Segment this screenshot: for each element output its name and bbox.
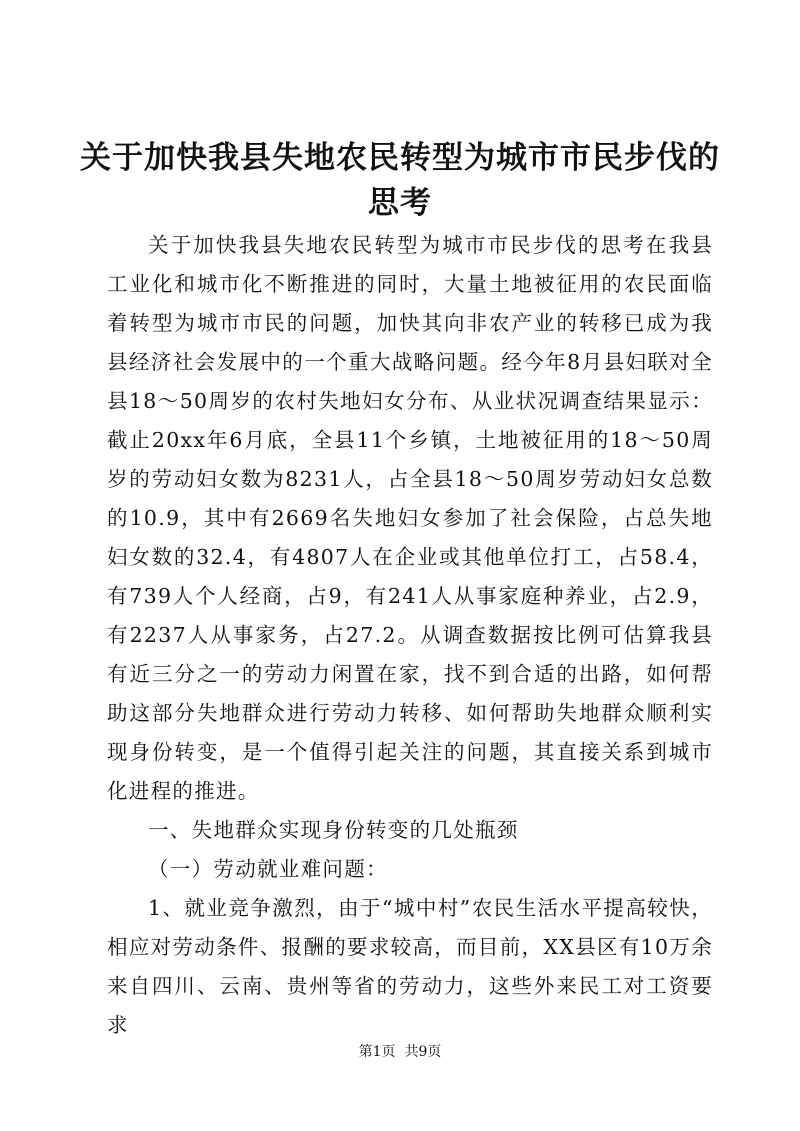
paragraph-intro: 关于加快我县失地农民转型为城市市民步伐的思考在我县工业化和城市化不断推进的同时，大量土地被征用的农民面临着转型为城市市民的问题，加快其向非农产业的转移已成为我县经济社会发展中的一个重大战略问题。经今年8月县妇联对全县18～50周岁的农村失地妇女分布、从业状况调查结果显示：截止20xx年6月底，全县11个乡镇，土地被征用的18～50周岁的劳动妇女数为8231人，占全县18～50周岁劳动妇女总数的10.9，其中有2669名失地妇女参加了社会保险，占总失地妇女数的32.4，有4807人在企业或其他单位打工，占58.4，有739人个人经商，占9，有241人从事家庭种养业，占2.9，有2237人从事家务，占27.2。从调查数据按比例可估算我县有近三分之一的劳动力闲置在家，找不到合适的出路，如何帮助这部分失地群众进行劳动力转移、如何帮助失地群众顺利实现身份转变，是一个值得引起关注的问题，其直接关系到城市化进程的推进。 bbox=[107, 233, 713, 803]
document-body bbox=[107, 226, 713, 1045]
title-line-1: 关于加快我县失地农民转型为城市市民步伐的 bbox=[80, 140, 720, 176]
page-number: 第1页 bbox=[358, 1044, 396, 1060]
title-line-2: 思考 bbox=[368, 185, 432, 221]
paragraph-point-1: 1、就业竞争激烈，由于“城中村”农民生活水平提高较快，相应对劳动条件、报酬的要求较高，而目前，XX县区有10万余来自四川、云南、贵州等省的劳动力，这些外来民工对工资要求 bbox=[107, 896, 713, 1037]
document-title bbox=[80, 136, 720, 226]
page-footer bbox=[0, 1043, 800, 1061]
page-total: 共9页 bbox=[404, 1044, 442, 1060]
subsection-heading: （一）劳动就业难问题： bbox=[148, 857, 388, 881]
section-heading: 一、失地群众实现身份转变的几处瓶颈 bbox=[148, 818, 519, 842]
